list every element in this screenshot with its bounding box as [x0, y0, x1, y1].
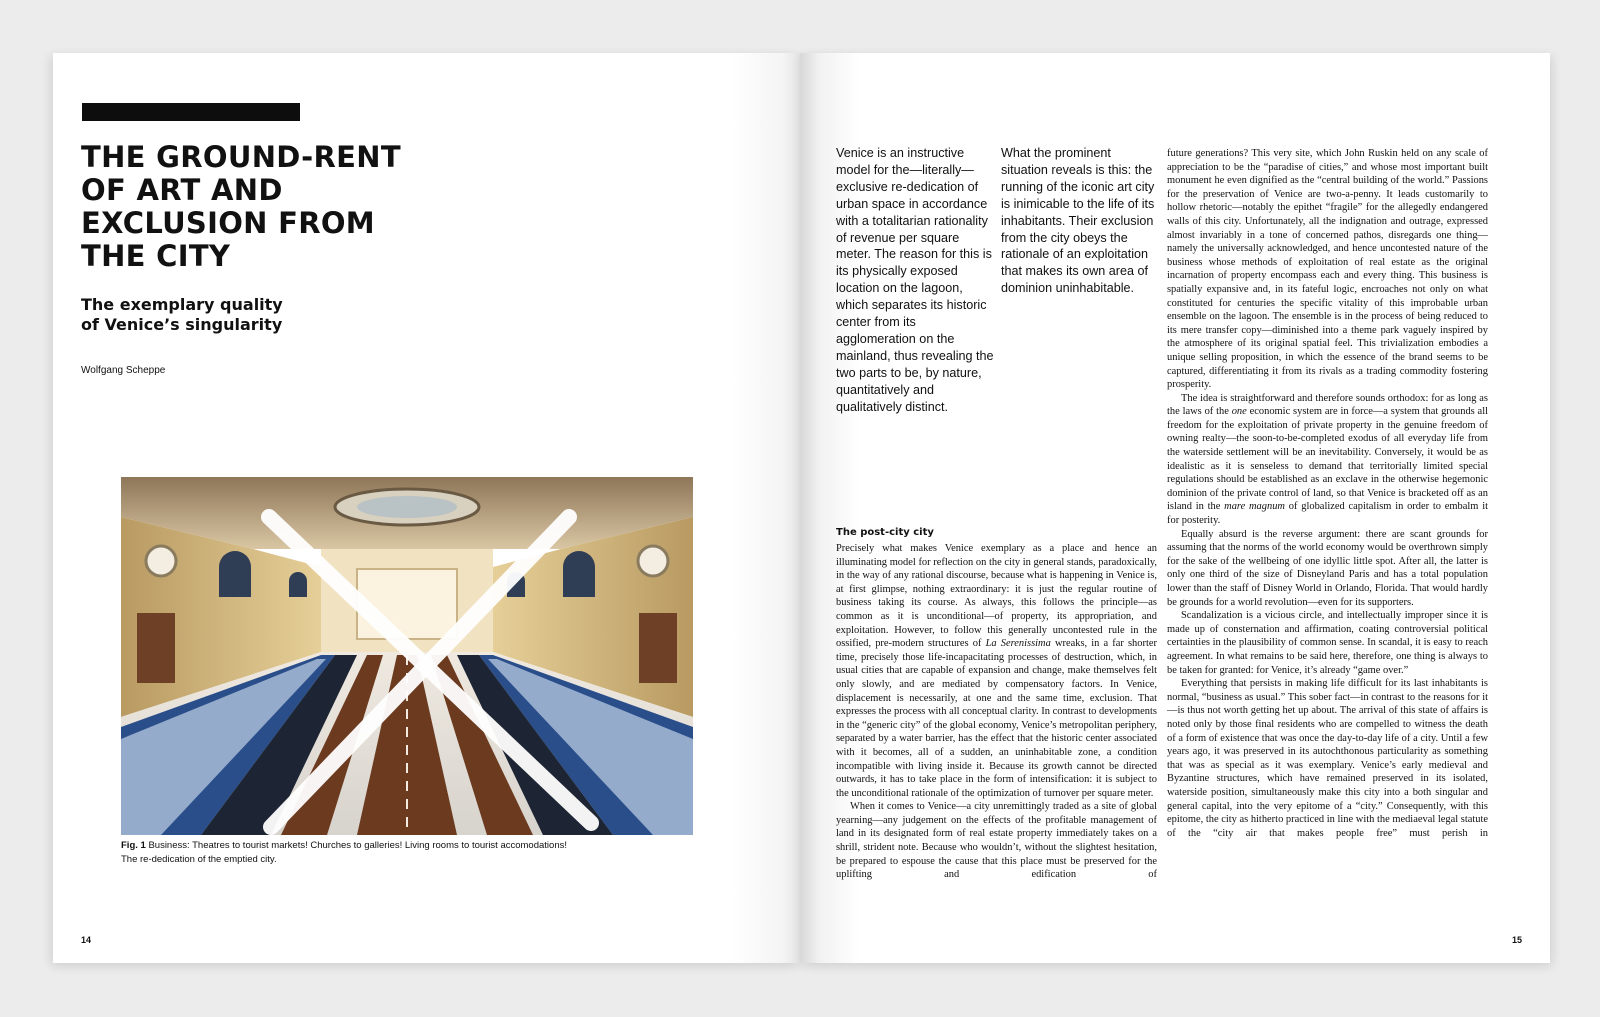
intro-column-2: What the prominent situation reveals is this: the running of the iconic art city is inimicable to the life of its inhabitants. Their exclusion from the city obeys the rationale of an exploitation that makes its own area of dominion uninhabitable.	[1001, 146, 1155, 296]
text-run: of globalized capitalism in order to embalm it for posterity.	[1167, 501, 1489, 527]
section-heading: The post-city city	[836, 527, 934, 538]
title-line: THE GROUND-RENT	[81, 140, 401, 174]
side-door	[639, 613, 677, 683]
body-paragraph: Everything that persists in making life difficult for its last inhabitants is normal, “business as usual.” This sober fact—in contrast to the reasons for it—is thus not worth getting het up about. The arrival of this state of affairs is noted only by those final residents who are compelled to witness the death of a form of existence that was once the day-to-day life of a city. Until a few years ago, it was preserved in its autochthonous particularity as something that was as special as it was exemplary. Venice’s early medieval and Byzantine structures, which have remained preserved in its isolated, waterside position, simultaneously make this city into a both singular and general capital, into the very epitome of a “city.” Consequently, with this epitome, the city as hitherto practiced in line with the mediaeval legal statute of the “city air that makes people free” must perish in	[1167, 678, 1488, 839]
body-paragraph: Equally absurd is the reverse argument: there are scant grounds for assuming that the norms of the world economy would be overthrown simply for the sake of the wellbeing of one idyllic little spot. After all, the latter is only one third of the size of Disneyland Paris and has a total population lower than the staff of Disney World in Orlando, Florida. That would hardly be grounds for a world revolution—even for its supporters.	[1167, 528, 1488, 608]
caption-line	[121, 839, 701, 853]
body-paragraph	[1167, 392, 1488, 528]
text-run: Precisely what makes Venice exemplary as a place and hence an illuminating model for reflection on the city in general stands, paradoxically, in the way of any rational discourse, because what is happening in Venice is, at first glimpse, nothing extraordinary: it is just the regular routine of business taking its course. As always, this follows the principle—as common as it is unconditional—of property, its appropriation, and exploitation. However, to follow this generally uncontested rule in the ossified, pre-modern structures of	[836, 543, 1157, 650]
article-subtitle	[81, 295, 401, 335]
photo-illustration	[121, 477, 693, 835]
text-run: The idea is straightforward and therefore sounds orthodox: for as long as the laws of the	[1167, 392, 1488, 418]
figure-supermarket-photo	[121, 477, 693, 835]
italic-run: mare magnum	[1224, 501, 1285, 513]
body-paragraph: When it comes to Venice—a city unremittingly traded as a site of global yearning—any judgement on the effects of the profitable management of land in its designated form of real estate property immediately takes on a shrill, strident note. Because who wouldn’t, without the slightest hesitation, be prepared to espouse the cause that this place must be preserved for the uplifting and edification of	[836, 801, 1157, 881]
figure-caption	[121, 839, 701, 867]
page-number-left: 14	[81, 935, 92, 945]
body-column-right	[1167, 147, 1488, 840]
arched-window	[219, 551, 251, 597]
text-run: economic system are in force—a system that grounds all freedom for the exploitation of private property in the genuine freedom of owning realty—the soon-to-be-completed exodus of all everyday life from the waterside settlement will be an inevitability. Conversely, it would be as idealistic as it is senseless to demand that territorially limited special regulations should be established as an exclave in the otherwise hegemonic dominion of the private control of land, so that Venice is bracketed off as an island in the	[1167, 406, 1488, 513]
arched-window	[563, 551, 595, 597]
title-line: THE CITY	[81, 239, 231, 273]
body-paragraph	[836, 542, 1157, 800]
body-paragraph: future generations? This very site, which John Ruskin held on any scale of appreciation to be the “paradise of cities,” and whose most important built monument he even dignified as the “central building of the world.” Passions for the preservation of Venice are two-a-penny. It leads customarily to hollow rhetoric—notably the epithet “fragile” for the allegedly endangered walls of this city. Unfortunately, all the indignation and outrage, expressed almost invariably in a tone of concerned pathos, disregards one thing—namely the universally acknowledged, and hence uncontested nature of the business whose methods of exploitation of real estate as the original incarnation of property encompass each and every thing. This business is spatially expansive and, in its fateful logic, encroaches not only on what constituted for centuries the specific vitality of this improbable urban ensemble on the lagoon. The ensemble is in the process of being reduced to its mere transfer copy—diminished into a theme park vaguely inspired by the atmosphere of its original spatial feel. This trivialization embodies a unique selling proposition, in which the essence of the brand seems to be captured, differentiating it from its rivals as a trading commodity fostering prosperity.	[1167, 148, 1488, 391]
body-column-left	[836, 542, 1157, 882]
author-name: Wolfgang Scheppe	[81, 365, 166, 376]
round-window	[146, 546, 176, 576]
right-page	[800, 53, 1550, 963]
title-rule	[82, 103, 300, 121]
figure-label: Fig. 1	[121, 840, 146, 851]
left-page	[53, 53, 800, 963]
italic-run: one	[1231, 406, 1247, 418]
title-line: OF ART AND	[81, 173, 283, 207]
ceiling-fresco	[357, 496, 457, 518]
article-title	[81, 141, 461, 273]
caption-line: The re-dedication of the emptied city.	[121, 854, 277, 865]
page-number-right: 15	[1511, 935, 1522, 945]
italic-run: La Serenissima	[985, 638, 1051, 650]
subtitle-line: of Venice’s singularity	[81, 315, 283, 334]
title-line: EXCLUSION FROM	[81, 206, 375, 240]
round-window	[638, 546, 668, 576]
body-paragraph: Scandalization is a vicious circle, and intellectually improper since it is made up of consternation and affirmation, coating controversial political certainties in the plausibility of common sense. In scandal, it is easy to reach agreement. In what remains to be said here, therefore, one thing is always to be taken for granted: for Venice, it’s already “game over.”	[1167, 610, 1488, 676]
subtitle-line: The exemplary quality	[81, 295, 283, 314]
text-run: wreaks, in a far shorter time, precisely those life-incapacitating processes of destruction, which, in usual cities that are capable of expansion and change, make themselves felt only slowly, and are mediated by compensatory factors. In Venice, displacement is necessarily, at one and the same time, exclusion. That expresses the process with all conceptual clarity. In contrast to developments in the “generic city” of the global economy, Venice’s metropolitan periphery, separated by a water barrier, has the effect that the historic center associated with it becomes, all of a sudden, an uninhabitable zone, a condition incompatible with living inside it. Because its growth cannot be directed outwards, it has to take place in the form of intensification: it is subject to the unconditional rationale of the optimization of turnover per square meter.	[836, 638, 1157, 799]
arched-window	[289, 572, 307, 597]
intro-column-1: Venice is an instructive model for the—literally—exclusive re-dedication of urban space in accordance with a totalitarian rationality of revenue per square meter. The reason for this is its physically exposed location on the lagoon, which separates its historic center from its agglomeration on the mainland, thus revealing the two parts to be, by nature, quantitatively and qualitatively distinct.	[836, 146, 994, 414]
caption-text: Business: Theatres to tourist markets! Churches to galleries! Living rooms to tourist accomodations!	[148, 840, 567, 851]
side-door	[137, 613, 175, 683]
